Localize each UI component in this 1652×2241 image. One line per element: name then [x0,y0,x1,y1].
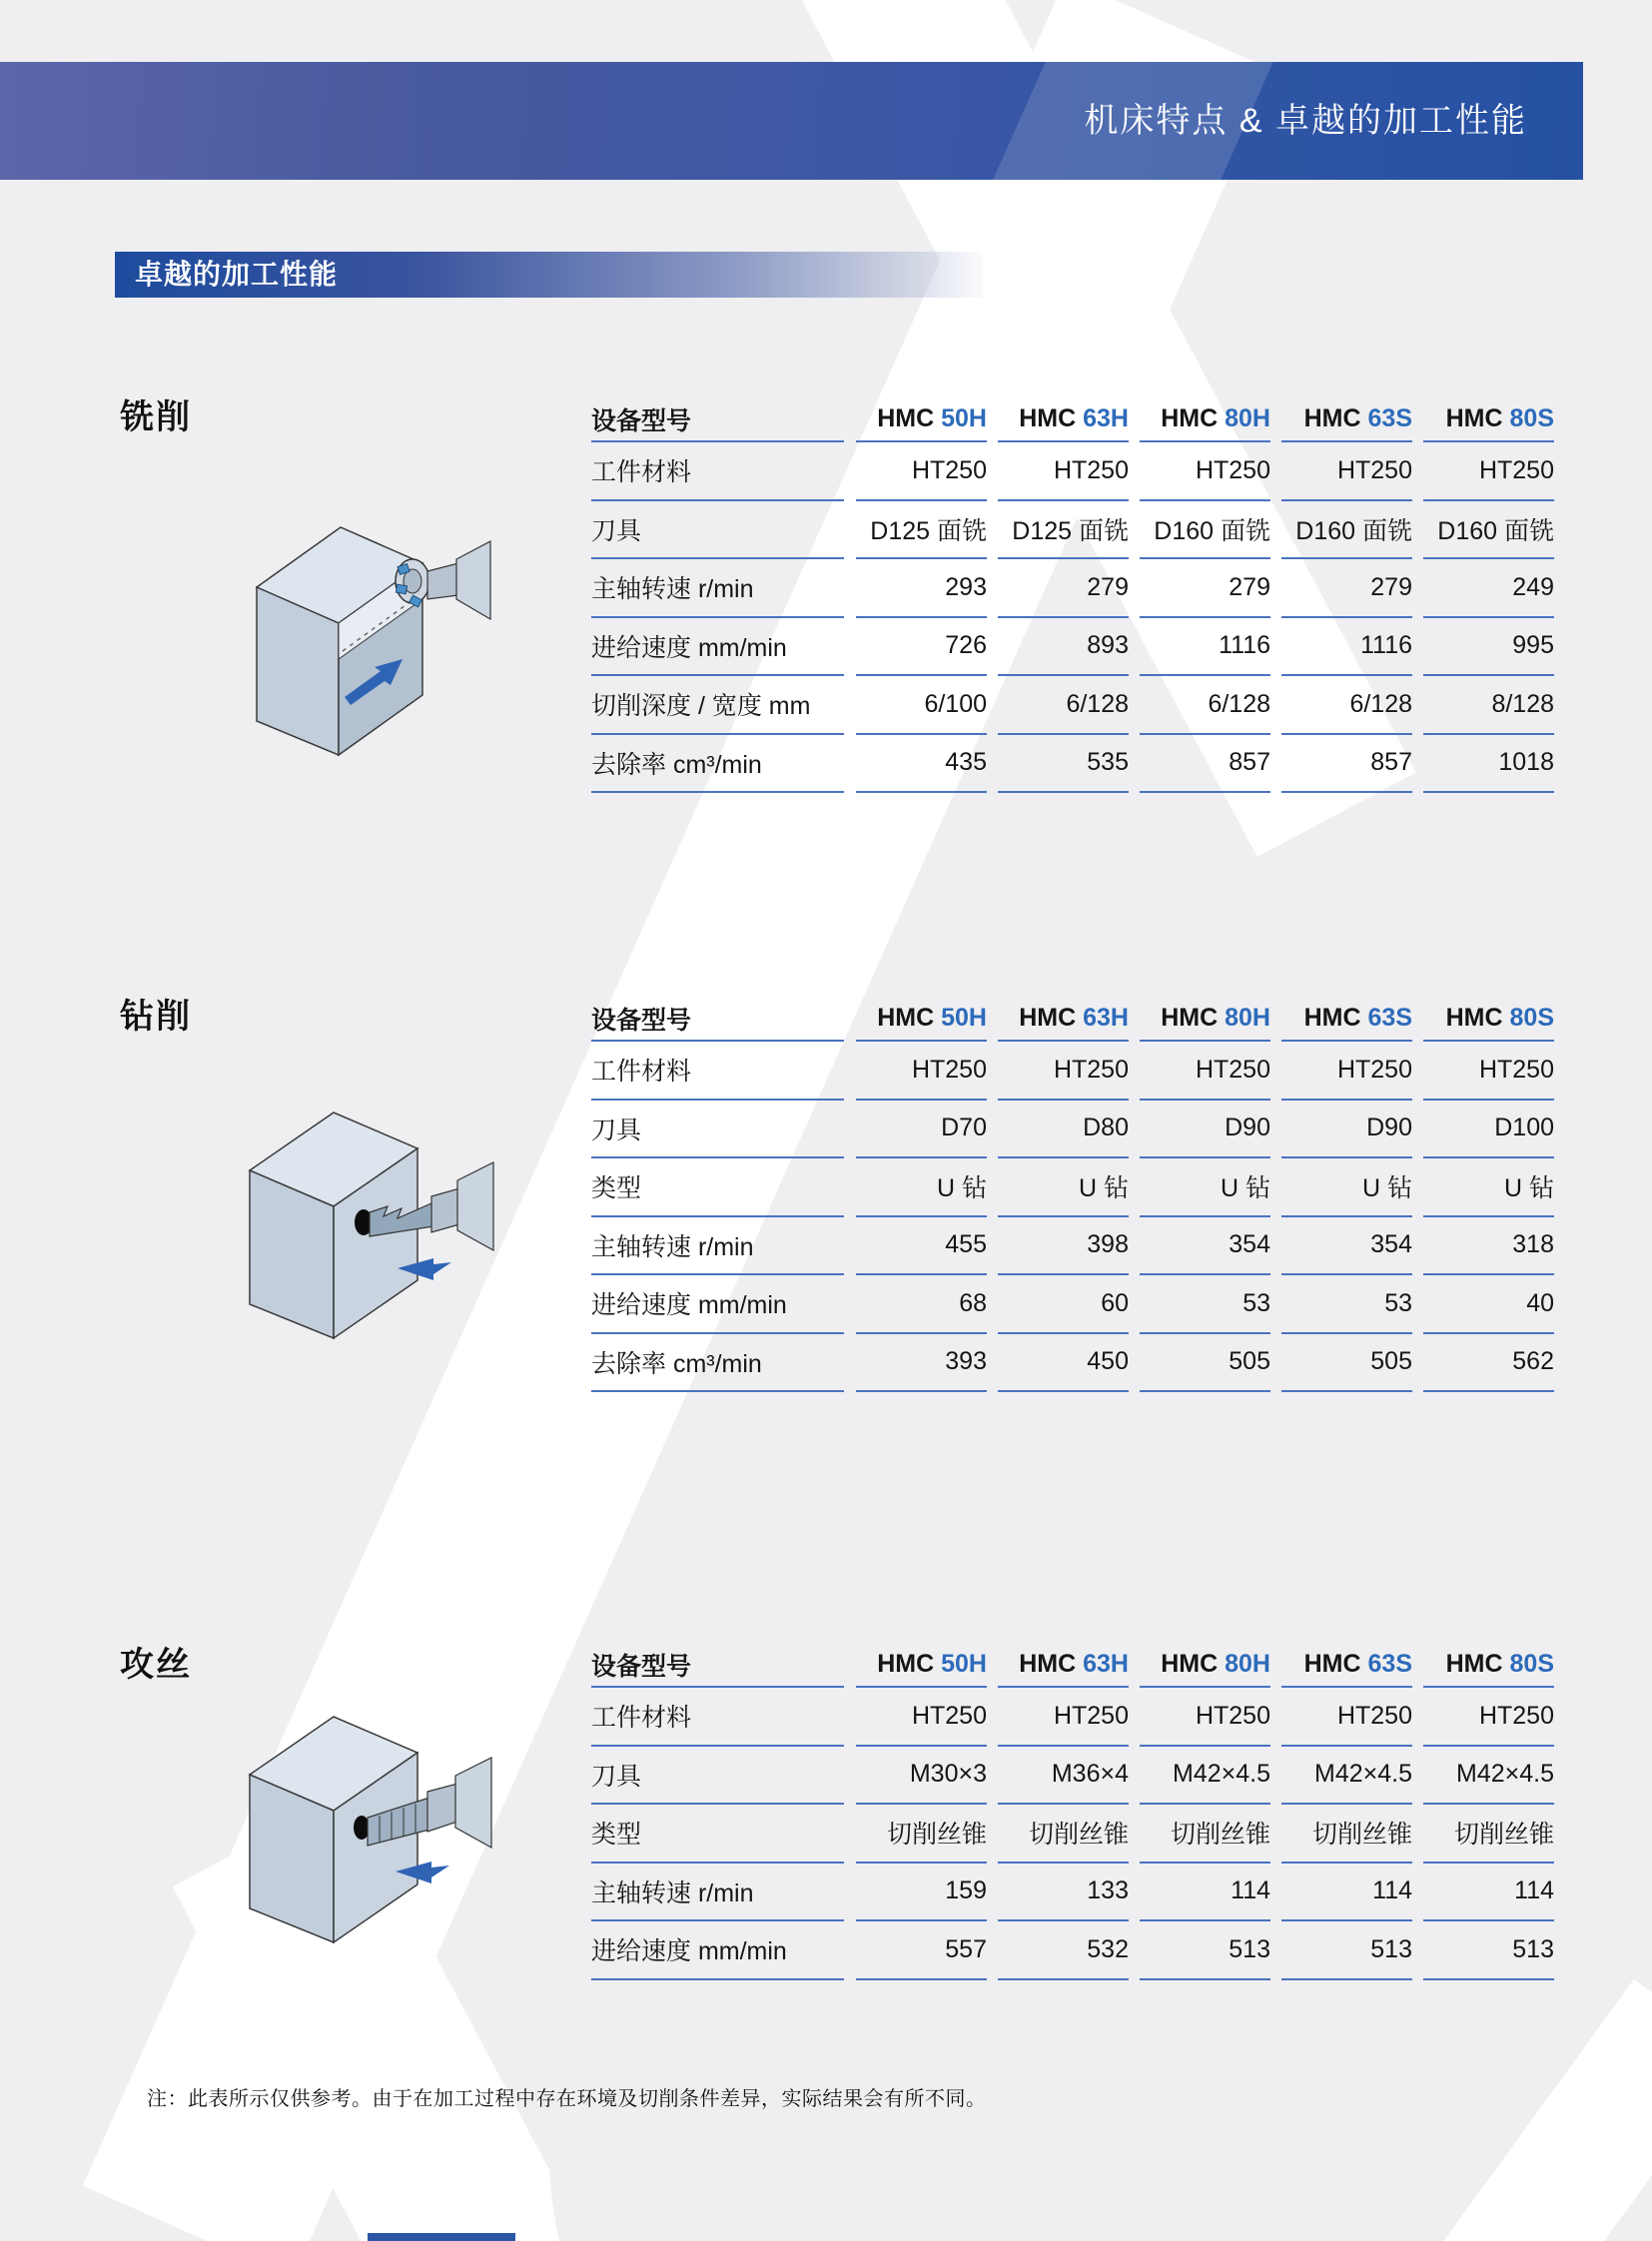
cell-value: 114 [1423,1864,1554,1922]
cell-value: 6/128 [998,676,1129,735]
column-header-model: HMC 80S [1423,1643,1554,1688]
cell-value: HT250 [1423,1688,1554,1747]
table-header-row [591,1643,1554,1688]
cell-value: M30×3 [856,1747,987,1806]
row-label: 工件材料 [591,1042,844,1101]
row-label: 类型 [591,1158,844,1217]
tapping-illustration [238,1660,502,1969]
cell-value: M42×4.5 [1423,1747,1554,1806]
cell-value: 114 [1281,1864,1412,1922]
tool-chuck [431,1188,459,1232]
cell-value: D80 [998,1101,1129,1159]
cell-value: 995 [1423,618,1554,677]
cell-value: 53 [1140,1275,1270,1334]
cell-value: D160 面铣 [1281,501,1412,560]
table-row [591,1158,1554,1217]
cell-value: D90 [1281,1101,1412,1159]
cell-value: 557 [856,1921,987,1980]
table-row [591,1747,1554,1806]
row-label: 刀具 [591,1747,844,1806]
cutter-shaft [427,563,458,599]
cell-value: 857 [1140,735,1270,794]
cell-value: 68 [856,1275,987,1334]
cell-value: 切削丝锥 [1423,1805,1554,1864]
cell-value: 114 [1140,1864,1270,1922]
cell-value: 切削丝锥 [1140,1805,1270,1864]
table-row [591,1688,1554,1747]
cell-value: 279 [1140,559,1270,618]
row-label: 主轴转速 r/min [591,559,844,618]
cell-value: 1018 [1423,735,1554,794]
section-header-title: 卓越的加工性能 [135,259,339,290]
cell-value: HT250 [1423,1042,1554,1101]
cell-value: 249 [1423,559,1554,618]
cell-value: HT250 [856,1688,987,1747]
drilling-illustration [238,1061,502,1360]
cell-value: 450 [998,1334,1129,1393]
cell-value: 1116 [1281,618,1412,677]
cell-value: 切削丝锥 [998,1805,1129,1864]
footer-accent-bar [368,2233,515,2241]
row-label: 工件材料 [591,1688,844,1747]
cell-value: 354 [1140,1217,1270,1276]
cell-value: 505 [1140,1334,1270,1393]
cell-value: D90 [1140,1101,1270,1159]
cell-value: 6/128 [1140,676,1270,735]
column-header-model: HMC 63H [998,1643,1129,1688]
cell-value: 513 [1423,1921,1554,1980]
table-header-row [591,397,1554,442]
cell-value: D125 面铣 [856,501,987,560]
footnote: 注：此表所示仅供参考。由于在加工过程中存在环境及切削条件差异，实际结果会有所不同。 [147,2088,987,2110]
cell-value: M42×4.5 [1281,1747,1412,1806]
row-label: 进给速度 mm/min [591,618,844,677]
column-header-model: HMC 80H [1140,997,1270,1042]
cell-value: HT250 [1140,1042,1270,1101]
column-header-label: 设备型号 [591,1643,844,1688]
cell-value: D160 面铣 [1140,501,1270,560]
milling-table [591,397,1554,793]
cell-value: 532 [998,1921,1129,1980]
table-row [591,1275,1554,1334]
cell-value: 535 [998,735,1129,794]
cell-value: HT250 [998,442,1129,501]
cell-value: 393 [856,1334,987,1393]
spindle-cone [456,541,490,619]
cell-value: HT250 [856,442,987,501]
row-label: 进给速度 mm/min [591,1921,844,1980]
column-header-model: HMC 80H [1140,397,1270,442]
table-row [591,501,1554,560]
cell-value: U 钻 [998,1158,1129,1217]
table-row [591,559,1554,618]
cell-value: 513 [1140,1921,1270,1980]
cell-value: HT250 [998,1688,1129,1747]
cell-value: 455 [856,1217,987,1276]
column-header-model: HMC 50H [856,997,987,1042]
table-row [591,442,1554,501]
cell-value: 435 [856,735,987,794]
tool-chuck [427,1784,457,1832]
cell-value: 857 [1281,735,1412,794]
cell-value: M36×4 [998,1747,1129,1806]
cell-value: D100 [1423,1101,1554,1159]
drilling-section-title: 钻削 [120,998,192,1036]
table-row [591,676,1554,735]
column-header-model: HMC 63S [1281,397,1412,442]
column-header-label: 设备型号 [591,397,844,442]
cell-value: 6/100 [856,676,987,735]
column-header-model: HMC 63S [1281,997,1412,1042]
cell-value: 279 [998,559,1129,618]
milling-section-title: 铣削 [120,398,192,436]
section-header-bar [115,252,983,298]
cell-value: 1116 [1140,618,1270,677]
cell-value: 293 [856,559,987,618]
row-label: 去除率 cm³/min [591,1334,844,1393]
row-label: 去除率 cm³/min [591,735,844,794]
cell-value: 398 [998,1217,1129,1276]
cell-value: HT250 [1281,1688,1412,1747]
column-header-model: HMC 80S [1423,997,1554,1042]
cell-value: U 钻 [856,1158,987,1217]
cell-value: HT250 [1423,442,1554,501]
column-header-model: HMC 80H [1140,1643,1270,1688]
table-row [591,618,1554,677]
table-row [591,1217,1554,1276]
table-row [591,1805,1554,1864]
bg-diagonal-band-corner [1387,1979,1652,2241]
cell-value: HT250 [998,1042,1129,1101]
row-label: 刀具 [591,501,844,560]
top-banner [0,62,1583,180]
cell-value: 505 [1281,1334,1412,1393]
cell-value: 133 [998,1864,1129,1922]
milling-illustration [245,469,494,769]
cell-value: D160 面铣 [1423,501,1554,560]
tapping-section-title: 攻丝 [120,1646,192,1684]
cell-value: HT250 [856,1042,987,1101]
row-label: 刀具 [591,1101,844,1159]
cell-value: HT250 [1281,442,1412,501]
row-label: 主轴转速 r/min [591,1217,844,1276]
column-header-model: HMC 63H [998,997,1129,1042]
cell-value: U 钻 [1281,1158,1412,1217]
cell-value: 354 [1281,1217,1412,1276]
table-row [591,1101,1554,1159]
spindle-cone [455,1758,491,1848]
table-row [591,1042,1554,1101]
column-header-model: HMC 63H [998,397,1129,442]
column-header-label: 设备型号 [591,997,844,1042]
cell-value: 893 [998,618,1129,677]
cell-value: D70 [856,1101,987,1159]
spindle-cone [457,1162,493,1250]
table-row [591,1921,1554,1980]
cell-value: 562 [1423,1334,1554,1393]
tapping-table [591,1643,1554,1980]
cell-value: 6/128 [1281,676,1412,735]
cell-value: U 钻 [1140,1158,1270,1217]
cell-value: 60 [998,1275,1129,1334]
row-label: 切削深度 / 宽度 mm [591,676,844,735]
cell-value: HT250 [1140,1688,1270,1747]
column-header-model: HMC 50H [856,397,987,442]
cell-value: HT250 [1281,1042,1412,1101]
cell-value: D125 面铣 [998,501,1129,560]
cell-value: HT250 [1140,442,1270,501]
column-header-model: HMC 63S [1281,1643,1412,1688]
cell-value: 切削丝锥 [1281,1805,1412,1864]
page-title: 机床特点 & 卓越的加工性能 [1084,102,1527,140]
cell-value: U 钻 [1423,1158,1554,1217]
column-header-model: HMC 50H [856,1643,987,1688]
cell-value: 279 [1281,559,1412,618]
row-label: 主轴转速 r/min [591,1864,844,1922]
cell-value: 53 [1281,1275,1412,1334]
cell-value: 40 [1423,1275,1554,1334]
table-header-row [591,997,1554,1042]
cell-value: 726 [856,618,987,677]
table-row [591,1864,1554,1922]
cell-value: 513 [1281,1921,1412,1980]
table-row [591,735,1554,794]
column-header-model: HMC 80S [1423,397,1554,442]
cell-value: 8/128 [1423,676,1554,735]
cell-value: 159 [856,1864,987,1922]
row-label: 进给速度 mm/min [591,1275,844,1334]
row-label: 类型 [591,1805,844,1864]
drilling-table [591,997,1554,1392]
cell-value: M42×4.5 [1140,1747,1270,1806]
cell-value: 318 [1423,1217,1554,1276]
cell-value: 切削丝锥 [856,1805,987,1864]
row-label: 工件材料 [591,442,844,501]
table-row [591,1334,1554,1393]
